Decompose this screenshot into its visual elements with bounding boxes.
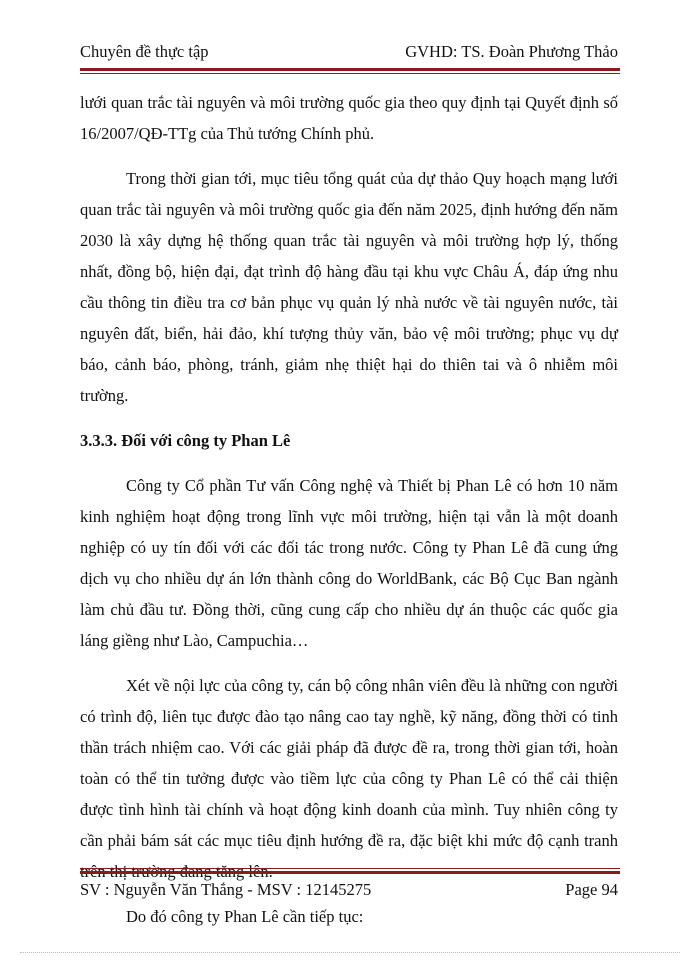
header-divider	[80, 68, 620, 74]
paragraph-continuation: lưới quan trắc tài nguyên và môi trường quốc gia theo quy định tại Quyết định số 16/2007/QĐ-TTg của Thủ tướng Chính phủ.	[80, 93, 618, 143]
header-course-title: Chuyên đề thực tập	[80, 42, 209, 61]
footer-divider	[80, 868, 620, 874]
page-footer	[80, 880, 618, 904]
footer-student-info: SV : Nguyễn Văn Thắng - MSV : 12145275	[80, 880, 372, 899]
page-number: Page 94	[565, 880, 618, 899]
page-body	[80, 87, 618, 932]
section-heading: 3.3.3. Đối với công ty Phan Lê	[80, 431, 291, 450]
header-advisor: GVHD: TS. Đoàn Phương Thảo	[405, 42, 618, 61]
paragraph-company-profile: Công ty Cổ phần Tư vấn Công nghệ và Thiết bị Phan Lê có hơn 10 năm kinh nghiệm hoạt động trong lĩnh vực môi trường, hiện tại vẫn là một doanh nghiệp có uy tín đối với các đối tác trong nước. Công ty Phan Lê đã cung ứng dịch vụ cho nhiều dự án lớn thành công do WorldBank, các Bộ Cục Ban ngành làm chủ đầu tư. Đồng thời, cũng cung cấp cho nhiều dự án thuộc các quốc gia láng giềng như Lào, Campuchia…	[80, 476, 618, 650]
paragraph-objectives: Trong thời gian tới, mục tiêu tổng quát của dự thảo Quy hoạch mạng lưới quan trắc tài nguyên và môi trường quốc gia đến năm 2025, định hướng đến năm 2030 là xây dựng hệ thống quan trắc tài nguyên và môi trường hợp lý, thống nhất, đồng bộ, hiện đại, đạt trình độ hàng đầu tại khu vực Châu Á, đáp ứng nhu cầu thông tin điều tra cơ bản phục vụ quản lý nhà nước về tài nguyên nước, tài nguyên đất, biển, hải đảo, khí tượng thủy văn, bảo vệ môi trường; phục vụ dự báo, cảnh báo, phòng, tránh, giảm nhẹ thiệt hại do thiên tai và ô nhiễm môi trường.	[80, 169, 618, 405]
paragraph-internal-resources: Xét về nội lực của công ty, cán bộ công nhân viên đều là những con người có trình độ, liên tục được đào tạo nâng cao tay nghề, kỹ năng, đồng thời có tinh thần trách nhiệm cao. Với các giải pháp đã được đề ra, trong thời gian tới, hoàn toàn có thể tin tưởng được vào tiềm lực của công ty Phan Lê có thể cải thiện được tình hình tài chính và hoạt động kinh doanh của mình. Tuy nhiên công ty cần phải bám sát các mục tiêu định hướng đề ra, đặc biệt khi mức độ cạnh tranh	[80, 676, 618, 850]
paragraph-next-steps: Do đó công ty Phan Lê cần tiếp tục:	[126, 907, 364, 926]
page-header	[80, 42, 618, 68]
page-edge-dotted-line	[20, 952, 680, 953]
